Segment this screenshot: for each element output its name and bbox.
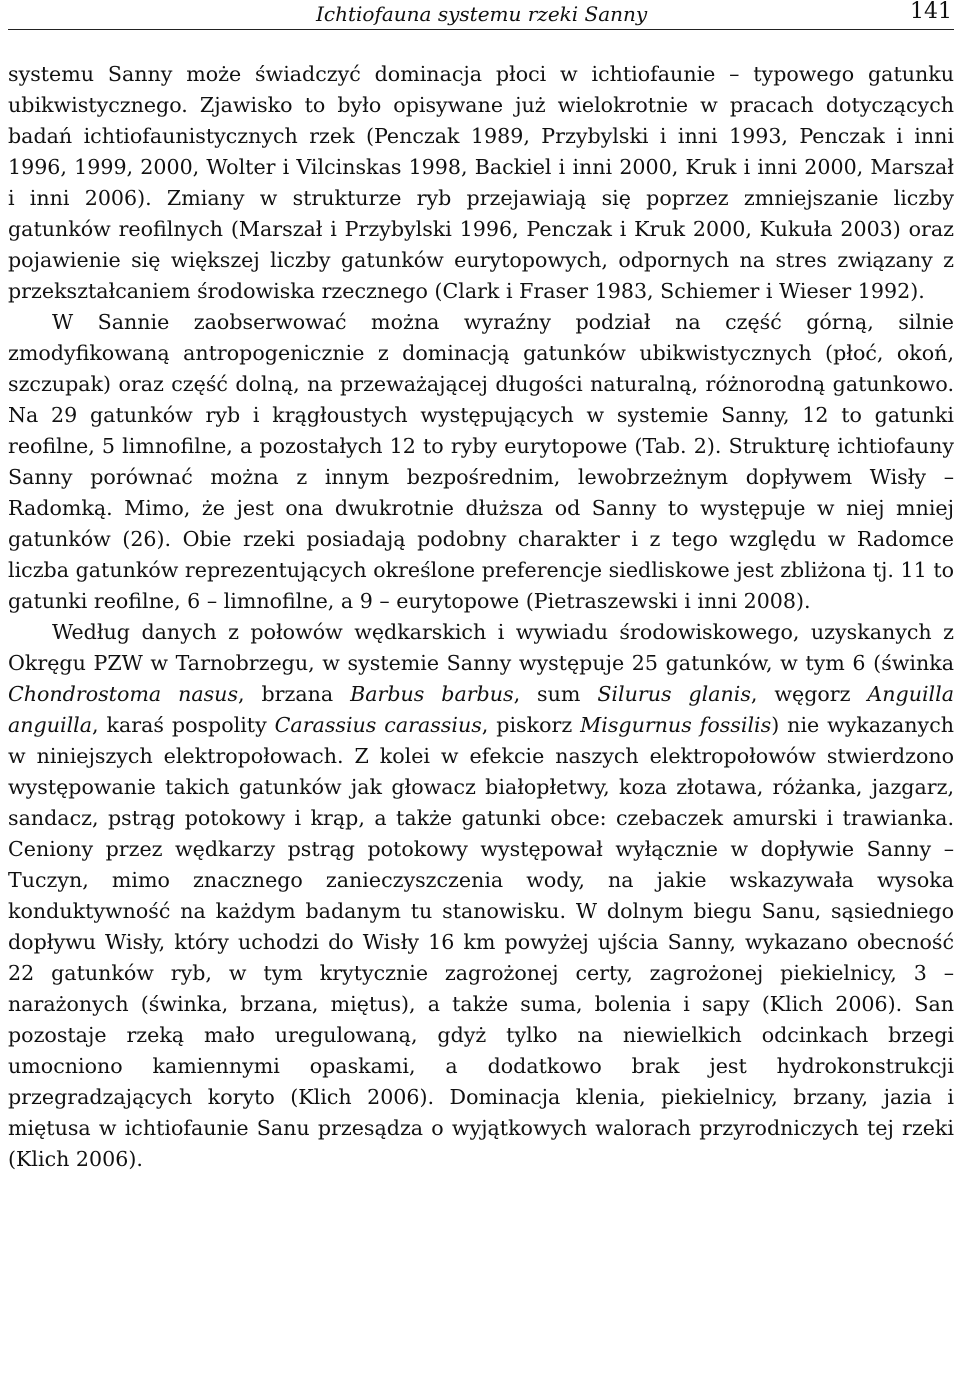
species-name: Silurus glanis xyxy=(597,682,751,706)
species-name: Carassius carassius xyxy=(274,713,482,737)
species-name: Barbus barbus xyxy=(350,682,514,706)
text-run: , węgorz xyxy=(750,682,868,706)
species-name: Chondrostoma nasus xyxy=(8,682,239,706)
species-name: Anguilla anguilla xyxy=(8,682,955,737)
paragraph xyxy=(8,59,954,307)
text-run: , sum xyxy=(513,682,598,706)
text-run: systemu Sanny może świadczyć dominacja płoci w ichtiofaunie – typowego gatunku ubikwistycznego. Zjawisko to było opisywane już wielokrotnie w pracach dotyczących badań ichtiofaunistycznych rzek (Penczak 1989, Przybylski i inni 1993, Penczak i inni 1996, 1999, 2000, Wolter i Vilcinskas 1998, Backiel i inni 2000, Kruk i inni 2000, Marszał i inni 2006). Zmiany w strukturze ryb przejawiają się poprzez zmniejszanie liczby gatunków reofilnych (Marszał i Przybylski 1996, Penczak i Kruk 2000, Kukuła 2003) oraz pojawienie się większej liczby gatunków eurytopowych, odpornych na stres związany z przekształcaniem środowiska rzecznego (Clark i Fraser 1983, Schiemer i Wieser 1992). xyxy=(8,62,954,303)
text-run: Według danych z połowów wędkarskich i wywiadu środowiskowego, uzyskanych z Okręgu PZW w Tarnobrzegu, w systemie Sanny występuje 25 gatunków, w tym 6 (świnka xyxy=(8,620,954,675)
text-run: , piskorz xyxy=(481,713,581,737)
running-title: Ichtiofauna systemu rzeki Sanny xyxy=(316,2,648,26)
text-run: , brzana xyxy=(238,682,351,706)
text-run: W Sannie zaobserwować można wyraźny podział na część górną, silnie zmodyfikowaną antropogenicznie z dominacją gatunków ubikwistycznych (płoć, okoń, szczupak) oraz część dolną, na przeważającej długości naturalną, różnorodną gatunkowo. Na 29 gatunków ryb i krągłoustych występujących w systemie Sanny, 12 to gatunki reofilne, 5 limnofilne, a pozostałych 12 to ryby eurytopowe (Tab. 2). Strukturę ichtiofauny Sanny porównać można z innym bezpośrednim, lewobrzeżnym dopływem Wisły – Radomką. Mimo, że jest ona dwukrotnie dłuższa od Sanny to występuje w niej mniej gatunków (26). Obie rzeki posiadają podobny charakter i z tego względu w Radomce liczba gatunków reprezentujących określone preferencje siedliskowe jest zbliżona tj. 11 to gatunki reofilne, 6 – limnofilne, a 9 – eurytopowe (Pietraszewski i inni 2008). xyxy=(8,310,954,613)
paragraph xyxy=(8,307,954,617)
running-header xyxy=(8,0,954,30)
paragraph xyxy=(8,617,954,1175)
text-run: , karaś pospolity xyxy=(92,713,275,737)
text-run: ) nie wykazanych w niniejszych elektropołowach. Z kolei w efekcie naszych elektropołowów stwierdzono występowanie takich gatunków jak głowacz białopłetwy, koza złotawa, różanka, jazgarz, sandacz, pstrąg potokowy i krąp, a także gatunki obce: czebaczek amurski i trawianka. Ceniony przez wędkarzy pstrąg potokowy występował wyłącznie w dopływie Sanny – Tuczyn, mimo znacznego zanieczyszczenia wody, na jakie wskazywała wysoka konduktywność na każdym badanym tu stanowisku. W dolnym biegu Sanu, sąsiedniego dopływu Wisły, który uchodzi do Wisły 16 km powyżej ujścia Sanny, wykazano obecność 22 gatunków ryb, w tym krytycznie zagrożonej certy, zagrożonej piekielnicy, 3 – narażonych (świnka, brzana, miętus), a także suma, bolenia i sapy (Klich 2006). San pozostaje rzeką mało uregulowaną, gdyż tylko na niewielkich odcinkach brzegi umocniono kamiennymi opaskami, a dodatkowo brak jest hydrokonstrukcji przegradzających koryto (Klich 2006). Dominacja klenia, piekielnicy, brzany, jazia i miętusa w ichtiofaunie Sanu przesądza o wyjątkowych walorach przyrodniczych tej rzeki (Klich 2006). xyxy=(8,713,954,1171)
body-text xyxy=(8,59,954,1175)
document-page xyxy=(8,0,954,1175)
species-name: Misgurnus fossilis xyxy=(580,713,772,737)
page-number: 141 xyxy=(910,0,952,24)
